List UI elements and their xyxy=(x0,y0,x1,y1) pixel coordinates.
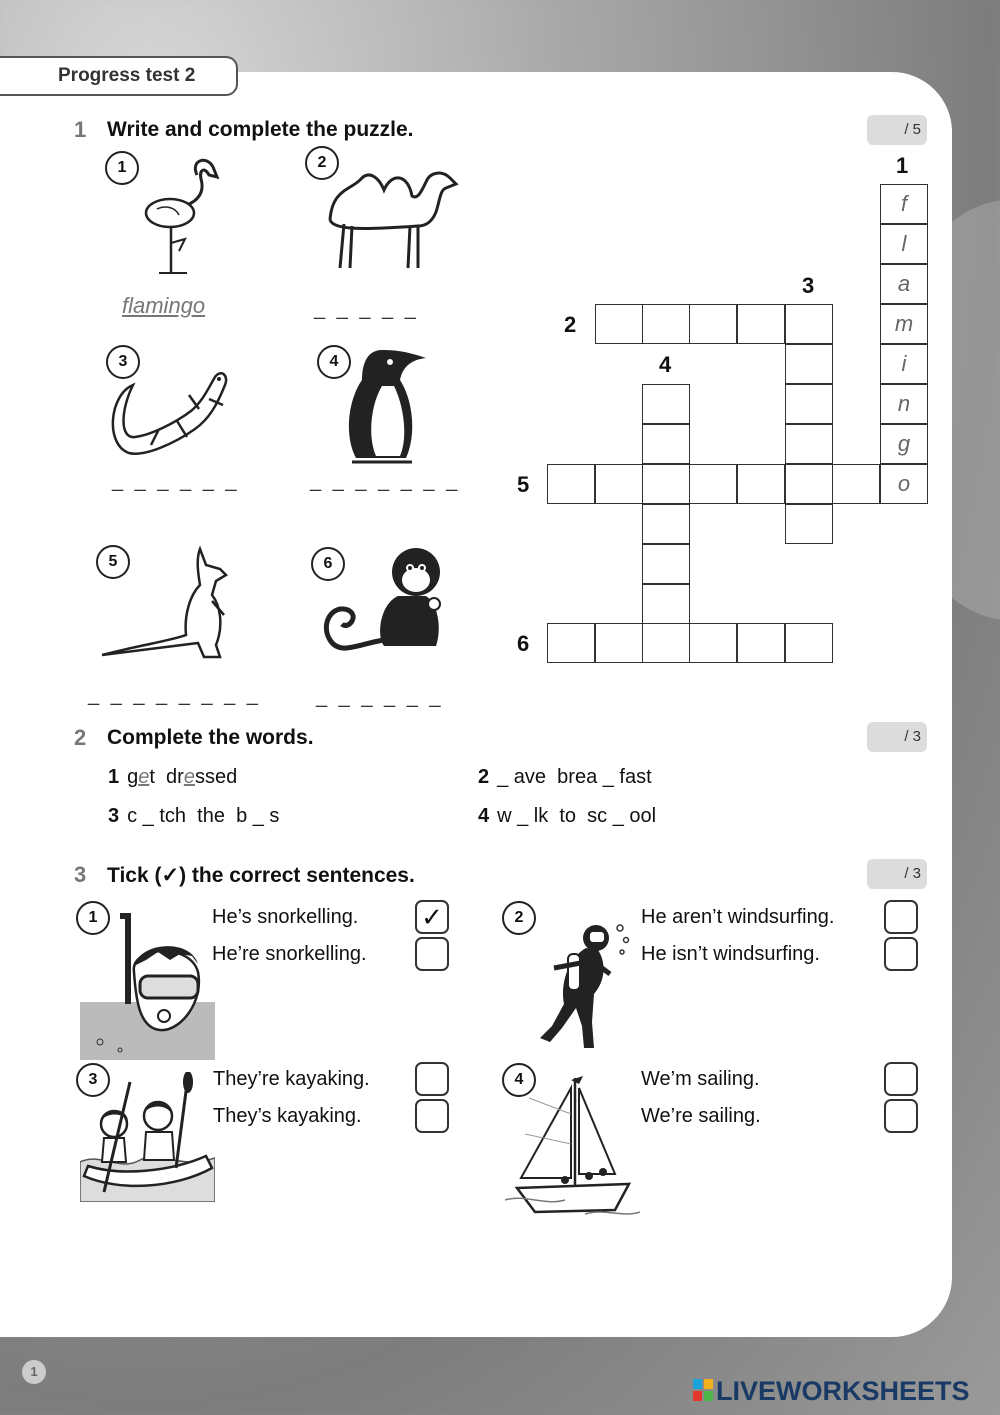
crossword-cell: m xyxy=(880,304,928,344)
word-fill-sample: e xyxy=(138,766,150,788)
animal-number-4: 4 xyxy=(317,345,351,379)
answer-blank-2[interactable]: _ _ _ _ _ xyxy=(314,298,419,320)
crossword-label-5: 5 xyxy=(517,472,530,497)
crossword-cell[interactable] xyxy=(642,544,690,584)
word-item-1 xyxy=(108,766,237,789)
word-text: w _ lk to sc _ ool xyxy=(497,805,657,827)
crossword-cell[interactable] xyxy=(785,623,833,663)
crossword-cell[interactable] xyxy=(595,304,643,344)
crossword-cell[interactable] xyxy=(642,584,690,624)
crossword-cell[interactable] xyxy=(547,464,595,504)
word-item-number: 1 xyxy=(108,766,120,788)
q3-title: Tick (✓) the correct sentences. xyxy=(107,864,415,887)
crossword-cell[interactable] xyxy=(595,623,643,663)
camel-icon xyxy=(322,160,462,275)
sentence-group-number-4: 4 xyxy=(502,1063,536,1097)
answer-blank-3[interactable]: _ _ _ _ _ _ xyxy=(112,470,240,492)
crossword-cell: a xyxy=(880,264,928,304)
animal-number-6: 6 xyxy=(311,547,345,581)
crossword-cell[interactable] xyxy=(689,464,737,504)
sentence-3b: They’s kayaking. xyxy=(213,1105,362,1127)
crossword-label-2: 2 xyxy=(564,312,577,337)
crossword-cell[interactable] xyxy=(785,504,833,544)
sentence-group-number-1: 1 xyxy=(76,901,110,935)
tick-box-3b[interactable] xyxy=(415,1099,449,1133)
kayakers-icon xyxy=(80,1072,215,1202)
crossword-cell[interactable] xyxy=(642,504,690,544)
animal-number-1: 1 xyxy=(105,151,139,185)
word-text: c _ tch the b _ s xyxy=(127,805,280,827)
word-item-2[interactable] xyxy=(478,766,652,789)
animal-number-5: 5 xyxy=(96,545,130,579)
word-item-number: 4 xyxy=(478,805,490,827)
word-item-4[interactable] xyxy=(478,805,656,828)
word-part: ssed xyxy=(194,766,238,788)
word-part: g xyxy=(127,766,139,788)
crossword-cell: g xyxy=(880,424,928,464)
crossword-cell[interactable] xyxy=(832,464,880,504)
tick-box-3a[interactable] xyxy=(415,1062,449,1096)
crossword-cell[interactable] xyxy=(642,424,690,464)
crossword-cell[interactable] xyxy=(785,424,833,464)
crossword-cell: f xyxy=(880,184,928,224)
crossword-cell[interactable] xyxy=(785,384,833,424)
crossword-label-1: 1 xyxy=(896,153,909,178)
crossword-cell: o xyxy=(880,464,928,504)
crossword-cell[interactable] xyxy=(642,623,690,663)
word-item-number: 3 xyxy=(108,805,120,827)
crossword-cell[interactable] xyxy=(595,464,643,504)
snorkeller-icon xyxy=(80,912,215,1060)
answer-blank-5[interactable]: _ _ _ _ _ _ _ _ xyxy=(88,684,261,706)
q2-score: / 3 xyxy=(867,722,927,752)
crossword-cell: n xyxy=(880,384,928,424)
word-fill-sample: e xyxy=(183,766,195,788)
monkey-icon xyxy=(318,544,453,666)
sentence-group-number-3: 3 xyxy=(76,1063,110,1097)
q1-number: 1 xyxy=(74,117,87,142)
sentence-1a: He’s snorkelling. xyxy=(212,906,359,928)
crossword-cell[interactable] xyxy=(689,304,737,344)
sentence-4a: We’m sailing. xyxy=(641,1068,760,1090)
answer-blank-4[interactable]: _ _ _ _ _ _ _ xyxy=(310,470,461,492)
animal-number-2: 2 xyxy=(305,146,339,180)
sentence-2a: He aren’t windsurfing. xyxy=(641,906,835,928)
sentence-1b: He’re snorkelling. xyxy=(212,943,367,965)
crossword-cell[interactable] xyxy=(785,464,833,504)
crossword-cell: i xyxy=(880,344,928,384)
crossword-cell[interactable] xyxy=(737,623,785,663)
animal-number-3: 3 xyxy=(106,345,140,379)
flamingo-icon xyxy=(135,155,220,277)
brand-name[interactable]: LIVEWORKSHEETS xyxy=(716,1376,970,1406)
crossword-cell[interactable] xyxy=(642,304,690,344)
crossword-cell[interactable] xyxy=(737,304,785,344)
q3-number: 3 xyxy=(74,862,87,887)
q1-title: Write and complete the puzzle. xyxy=(107,118,414,141)
crossword-label-4: 4 xyxy=(659,352,672,377)
tick-box-4b[interactable] xyxy=(884,1099,918,1133)
crossword-cell: l xyxy=(880,224,928,264)
crossword-cell[interactable] xyxy=(547,623,595,663)
crossword-label-6: 6 xyxy=(517,631,530,656)
crossword-cell[interactable] xyxy=(689,623,737,663)
sentence-3a: They’re kayaking. xyxy=(213,1068,370,1090)
q1-score: / 5 xyxy=(867,115,927,145)
diver-icon xyxy=(510,918,635,1053)
word-part: t dr xyxy=(149,766,184,788)
answer-sample-flamingo: flamingo xyxy=(122,293,206,318)
tick-box-2b[interactable] xyxy=(884,937,918,971)
tick-box-4a[interactable] xyxy=(884,1062,918,1096)
word-item-3[interactable] xyxy=(108,805,279,828)
lizard-icon xyxy=(105,365,240,460)
tick-box-2a[interactable] xyxy=(884,900,918,934)
liveworksheets-logo-icon xyxy=(693,1379,713,1401)
q3-score: / 3 xyxy=(867,859,927,889)
kangaroo-icon xyxy=(100,545,235,665)
word-item-number: 2 xyxy=(478,766,490,788)
page-number: 1 xyxy=(22,1360,46,1384)
word-text: _ ave brea _ fast xyxy=(497,766,652,788)
crossword-cell[interactable] xyxy=(785,344,833,384)
tick-box-1a[interactable]: ✓ xyxy=(415,900,449,934)
q2-title: Complete the words. xyxy=(107,726,314,749)
tick-box-1b[interactable] xyxy=(415,937,449,971)
sentence-group-number-2: 2 xyxy=(502,901,536,935)
crossword-label-3: 3 xyxy=(802,273,815,298)
crossword-cell[interactable] xyxy=(785,304,833,344)
sentence-4b: We’re sailing. xyxy=(641,1105,761,1127)
q2-number: 2 xyxy=(74,725,87,750)
penguin-icon xyxy=(342,346,430,468)
crossword-cell[interactable] xyxy=(642,464,690,504)
crossword-cell[interactable] xyxy=(642,384,690,424)
sailboat-icon xyxy=(505,1074,640,1226)
sentence-2b: He isn’t windsurfing. xyxy=(641,943,820,965)
crossword-cell[interactable] xyxy=(737,464,785,504)
answer-blank-6[interactable]: _ _ _ _ _ _ xyxy=(316,686,444,708)
test-tab: Progress test 2 xyxy=(0,56,238,96)
